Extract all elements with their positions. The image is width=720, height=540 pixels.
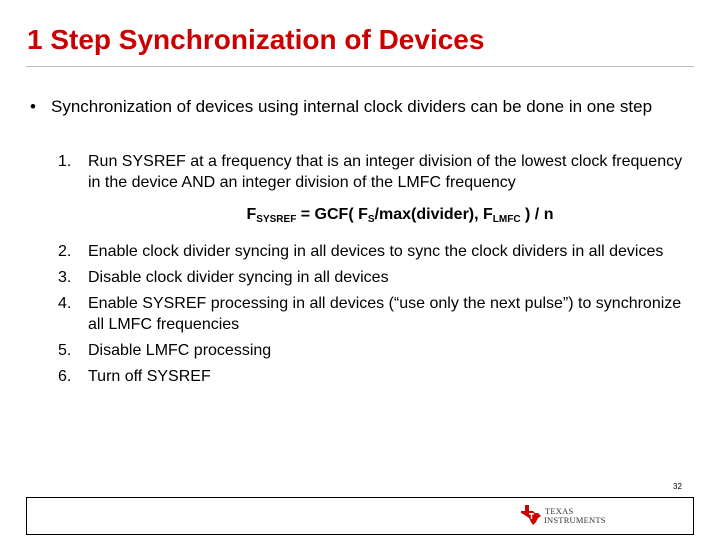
step-number: 5. [58,342,72,359]
formula-part: F [246,206,257,223]
formula-subscript: SYSREF [256,214,297,225]
ti-logo [520,504,620,528]
formula-part: = GCF( F [296,206,368,223]
steps-list-first [58,151,688,198]
formula-part: ) / n [520,206,554,223]
step-number: 4. [58,295,72,312]
step-number: 3. [58,269,72,286]
ti-wordmark [544,507,606,525]
step-number: 2. [58,243,72,260]
step-text: Turn off SYSREF [88,368,211,385]
step-number: 6. [58,368,72,385]
title-divider [26,66,694,67]
formula [0,206,720,225]
list-item [58,267,688,288]
logo-line1: TEXAS [545,506,574,516]
list-item [58,151,688,193]
step-text: Disable LMFC processing [88,342,272,359]
slide-title: 1 Step Synchronization of Devices [27,24,485,55]
texas-state-logo-icon [520,504,542,526]
list-item [58,241,688,262]
bullet-marker: • [30,97,36,116]
formula-part: /max(divider), F [374,206,493,223]
step-text: Enable clock divider syncing in all devices to sync the clock dividers in all devices [88,243,664,260]
step-number: 1. [58,153,72,170]
main-bullet [30,96,690,118]
page-number: 32 [673,482,682,491]
logo-line2: INSTRUMENTS [544,515,606,525]
step-text: Enable SYSREF processing in all devices (“use only the next pulse”) to synchronize all LMFC frequencies [88,295,682,333]
formula-subscript: S [367,214,375,225]
list-item [58,293,688,335]
bullet-text: Synchronization of devices using internal clock dividers can be done in one step [51,97,653,116]
list-item [58,366,688,387]
formula-subscript: LMFC [492,214,521,225]
list-item [58,340,688,361]
step-text: Run SYSREF at a frequency that is an integer division of the lowest clock frequency in the device AND an integer division of the LMFC frequency [88,153,683,191]
step-text: Disable clock divider syncing in all devices [88,269,389,286]
steps-list-rest [58,241,688,392]
